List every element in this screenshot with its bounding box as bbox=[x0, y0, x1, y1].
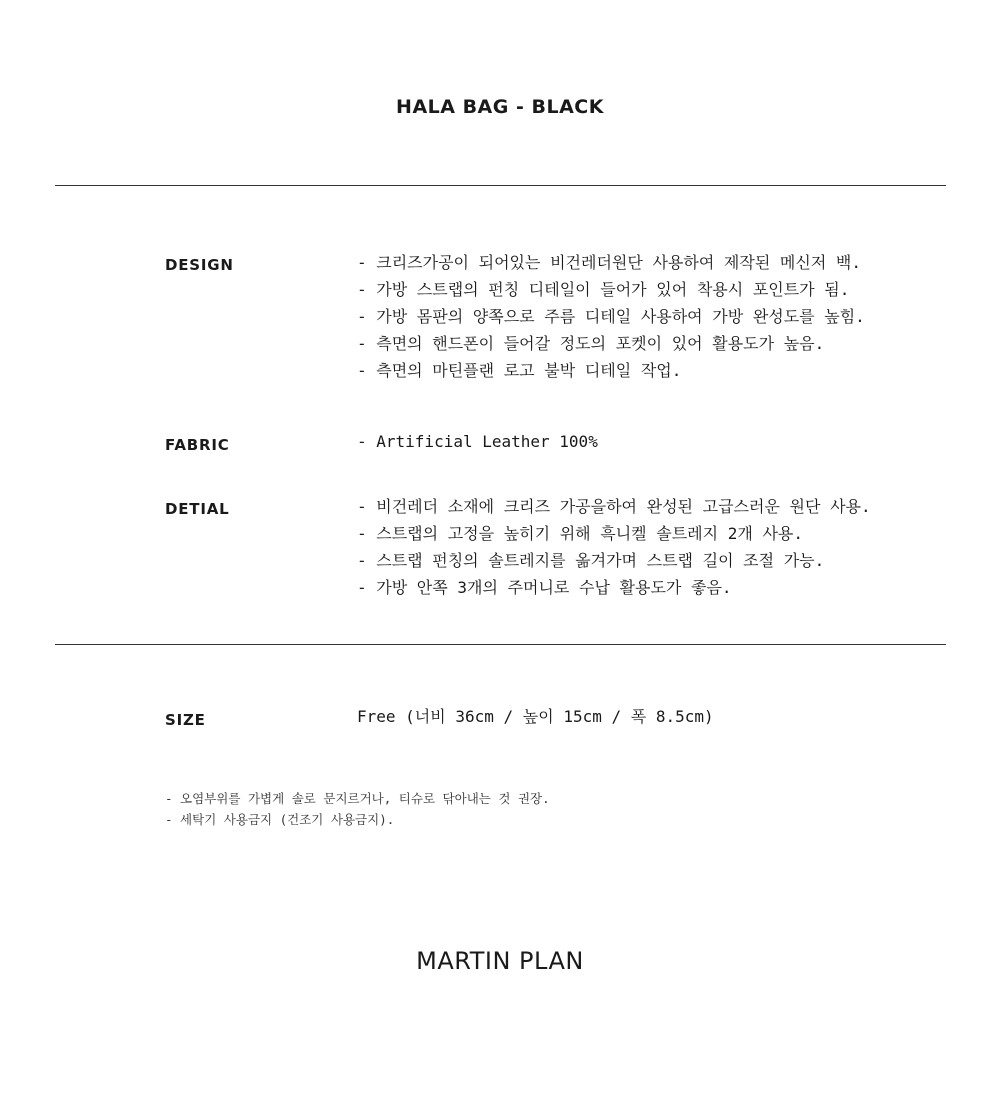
design-line: - 가방 스트랩의 펀칭 디테일이 들어가 있어 착용시 포인트가 됨. bbox=[357, 280, 850, 299]
care-note: - 오염부위를 가볍게 솔로 문지르거나, 티슈로 닦아내는 것 권장. bbox=[165, 791, 550, 806]
size-value: Free (너비 36cm / 높이 15cm / 폭 8.5cm) bbox=[357, 707, 714, 726]
detail-line: - 비건레더 소재에 크리즈 가공을하여 완성된 고급스러운 원단 사용. bbox=[357, 497, 871, 516]
size-lines bbox=[357, 703, 957, 730]
design-line: - 측면의 마틴플랜 로고 불박 디테일 작업. bbox=[357, 361, 682, 380]
design-label: DESIGN bbox=[165, 256, 234, 274]
fabric-lines bbox=[357, 428, 957, 455]
design-line: - 크리즈가공이 되어있는 비건레더원단 사용하여 제작된 메신저 백. bbox=[357, 253, 862, 272]
middle-divider bbox=[55, 644, 946, 645]
detail-line: - 스트랩 펀칭의 솔트레지를 옮겨가며 스트랩 길이 조절 가능. bbox=[357, 551, 825, 570]
top-divider bbox=[55, 185, 946, 186]
brand-name: MARTIN PLAN bbox=[416, 947, 584, 975]
design-lines bbox=[357, 249, 957, 384]
design-line: - 측면의 핸드폰이 들어갈 정도의 포켓이 있어 활용도가 높음. bbox=[357, 334, 825, 353]
care-note: - 세탁기 사용금지 (건조기 사용금지). bbox=[165, 812, 395, 827]
size-label: SIZE bbox=[165, 711, 206, 729]
detail-lines bbox=[357, 493, 957, 601]
care-notes bbox=[165, 788, 550, 830]
detail-line: - 가방 안쪽 3개의 주머니로 수납 활용도가 좋음. bbox=[357, 578, 732, 597]
detail-label: DETIAL bbox=[165, 500, 230, 518]
design-line: - 가방 몸판의 양쪽으로 주름 디테일 사용하여 가방 완성도를 높힘. bbox=[357, 307, 865, 326]
detail-line: - 스트랩의 고정을 높히기 위해 흑니켈 솔트레지 2개 사용. bbox=[357, 524, 803, 543]
fabric-label: FABRIC bbox=[165, 436, 230, 454]
product-title: HALA BAG - BLACK bbox=[396, 96, 604, 118]
fabric-line: - Artificial Leather 100% bbox=[357, 432, 598, 451]
